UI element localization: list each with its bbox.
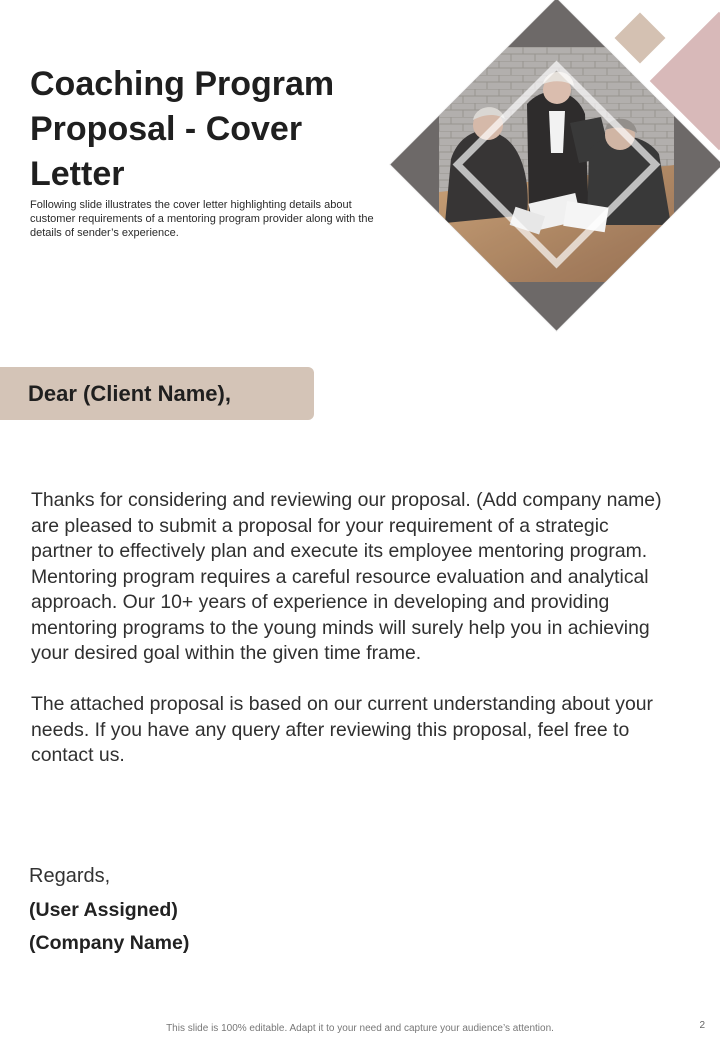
greeting-text: Dear (Client Name), bbox=[28, 381, 231, 406]
closing-regards: Regards, bbox=[29, 865, 111, 887]
signature-user: (User Assigned) bbox=[29, 899, 178, 921]
footer-note: This slide is 100% editable. Adapt it to your need and capture your audience’s attention. bbox=[166, 1023, 554, 1034]
meeting-photo-illustration bbox=[439, 47, 674, 282]
letter-body bbox=[31, 488, 671, 794]
photo-frame-outline bbox=[453, 61, 661, 269]
letter-paragraph-1: Thanks for considering and reviewing our proposal. (Add company name) are pleased to submit a proposal for your requirement of a strategic partner to effectively plan and execute its employee mentoring program. Mentoring program requires a careful resource evaluation and analytical approach. Our 10+ years of experience in developing and providing mentoring programs to the young minds will surely help you in achieving your desired goal within the given time frame. bbox=[31, 489, 662, 664]
signature-company: (Company Name) bbox=[29, 932, 190, 954]
letter-paragraph-2: The attached proposal is based on our current understanding about your needs. If you have any query after reviewing this proposal, feel free to contact us. bbox=[31, 693, 653, 766]
greeting-banner bbox=[0, 367, 314, 420]
meeting-photo bbox=[390, 0, 720, 331]
accent-large-diamond bbox=[650, 12, 720, 151]
page-number: 2 bbox=[699, 1020, 705, 1031]
accent-small-diamond bbox=[615, 13, 666, 64]
page-subtitle: Following slide illustrates the cover letter highlighting details about customer requirements of a mentoring program provider along with the details of sender’s experience. bbox=[30, 199, 374, 239]
page-title: Coaching Program Proposal - Cover Letter bbox=[30, 65, 335, 193]
